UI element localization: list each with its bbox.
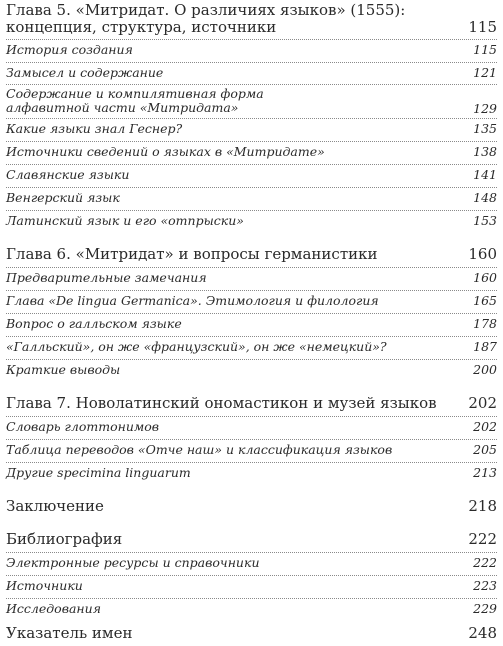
dotted-divider	[6, 141, 497, 142]
toc-entry-title: Предварительные замечания	[6, 270, 207, 285]
dotted-divider	[6, 118, 497, 119]
toc-section	[6, 294, 497, 307]
toc-chapter-5	[6, 2, 497, 36]
toc-page-number: 160	[468, 245, 497, 263]
toc-entry-title: Замысел и содержание	[6, 65, 164, 80]
toc-section	[6, 466, 497, 479]
toc-section	[6, 579, 497, 592]
toc-page-number: 148	[473, 190, 497, 205]
toc-entry-title: История создания	[6, 42, 133, 57]
toc-entry-title: Электронные ресурсы и справочники	[6, 555, 260, 570]
toc-section	[6, 87, 497, 115]
toc-entry-title: Другие specimina linguarum	[6, 465, 191, 480]
toc-entry-title: Глава 7. Новолатинский ономастикон и музей языков	[6, 394, 437, 412]
toc-page-number: 138	[473, 144, 497, 159]
toc-page-number: 141	[473, 167, 497, 182]
dotted-divider	[6, 84, 497, 85]
toc-entry-title: Какие языки знал Геснер?	[6, 121, 183, 136]
toc-page-number: 222	[473, 555, 497, 570]
toc-page-number: 160	[473, 270, 497, 285]
toc-section	[6, 340, 497, 353]
toc-entry-title: Библиография	[6, 530, 123, 548]
toc-entry-title: Заключение	[6, 497, 104, 515]
toc-page-number: 229	[473, 601, 497, 616]
dotted-divider	[6, 39, 497, 40]
dotted-divider	[6, 575, 497, 576]
toc-page-number: 135	[473, 121, 497, 136]
toc-page-number: 121	[473, 65, 497, 80]
toc-section	[6, 271, 497, 284]
toc-section	[6, 602, 497, 615]
toc-page-number: 187	[473, 339, 497, 354]
toc-section	[6, 443, 497, 456]
toc-entry-title: Вопрос о галльском языке	[6, 316, 182, 331]
toc-section	[6, 168, 497, 181]
toc-section	[6, 214, 497, 227]
toc-section	[6, 420, 497, 433]
toc-entry-title-continued: концепция, структура, источники	[6, 17, 277, 36]
dotted-divider	[6, 552, 497, 553]
toc-section	[6, 122, 497, 135]
toc-entry-title: Словарь глоттонимов	[6, 419, 160, 434]
toc-section	[6, 556, 497, 569]
toc-entry-title: Глава «De lingua Germanica». Этимология и филология	[6, 293, 379, 308]
toc-section	[6, 191, 497, 204]
toc-page-number: 200	[473, 362, 497, 377]
dotted-divider	[6, 164, 497, 165]
toc-page-number: 178	[473, 316, 497, 331]
toc-section	[6, 43, 497, 56]
dotted-divider	[6, 336, 497, 337]
toc-entry-title: Глава 5. «Митридат. О различиях языков» (1555):	[6, 1, 406, 19]
toc-page-number: 222	[468, 530, 497, 548]
toc-entry-title: Содержание и компилятивная форма	[6, 86, 264, 101]
toc-entry-title-continued: алфавитной части «Митридата»	[6, 100, 239, 115]
toc-entry-title: Краткие выводы	[6, 362, 121, 377]
dotted-divider	[6, 290, 497, 291]
toc-entry-title: Источники	[6, 578, 83, 593]
toc-page-number: 223	[473, 578, 497, 593]
toc-entry-title: Латинский язык и его «отпрыски»	[6, 213, 244, 228]
toc-entry-title: «Галльский», он же «французский», он же «немецкий»?	[6, 339, 387, 354]
toc-entry-title: Славянские языки	[6, 167, 130, 182]
dotted-divider	[6, 210, 497, 211]
toc-entry-title: Глава 6. «Митридат» и вопросы германистики	[6, 245, 378, 263]
toc-page-number: 165	[473, 293, 497, 308]
toc-page-number: 115	[468, 17, 497, 36]
toc-section	[6, 363, 497, 376]
toc-section	[6, 66, 497, 79]
toc-page-number: 205	[473, 442, 497, 457]
toc-bibliography	[6, 532, 497, 548]
toc-page-number: 115	[473, 42, 497, 57]
toc-entry-title: Венгерский язык	[6, 190, 120, 205]
toc-page-number: 153	[473, 213, 497, 228]
toc-page-number: 129	[473, 100, 497, 116]
toc-chapter-6	[6, 247, 497, 263]
toc-section	[6, 145, 497, 158]
toc-entry-title: Источники сведений о языках в «Митридате»	[6, 144, 325, 159]
dotted-divider	[6, 267, 497, 268]
dotted-divider	[6, 439, 497, 440]
dotted-divider	[6, 598, 497, 599]
toc-page-number: 202	[473, 419, 497, 434]
toc-page-number: 218	[468, 497, 497, 515]
toc-page-number: 248	[468, 624, 497, 642]
dotted-divider	[6, 359, 497, 360]
toc-section	[6, 317, 497, 330]
toc-page-number: 213	[473, 465, 497, 480]
dotted-divider	[6, 462, 497, 463]
dotted-divider	[6, 313, 497, 314]
toc-entry-title: Исследования	[6, 601, 101, 616]
toc-page-number: 202	[468, 394, 497, 412]
dotted-divider	[6, 62, 497, 63]
toc-chapter-7	[6, 396, 497, 412]
toc-entry-title: Указатель имен	[6, 624, 133, 642]
toc-entry-title: Таблица переводов «Отче наш» и классификация языков	[6, 442, 393, 457]
dotted-divider	[6, 187, 497, 188]
dotted-divider	[6, 416, 497, 417]
toc-conclusion	[6, 499, 497, 515]
toc-index-of-names	[6, 626, 497, 642]
